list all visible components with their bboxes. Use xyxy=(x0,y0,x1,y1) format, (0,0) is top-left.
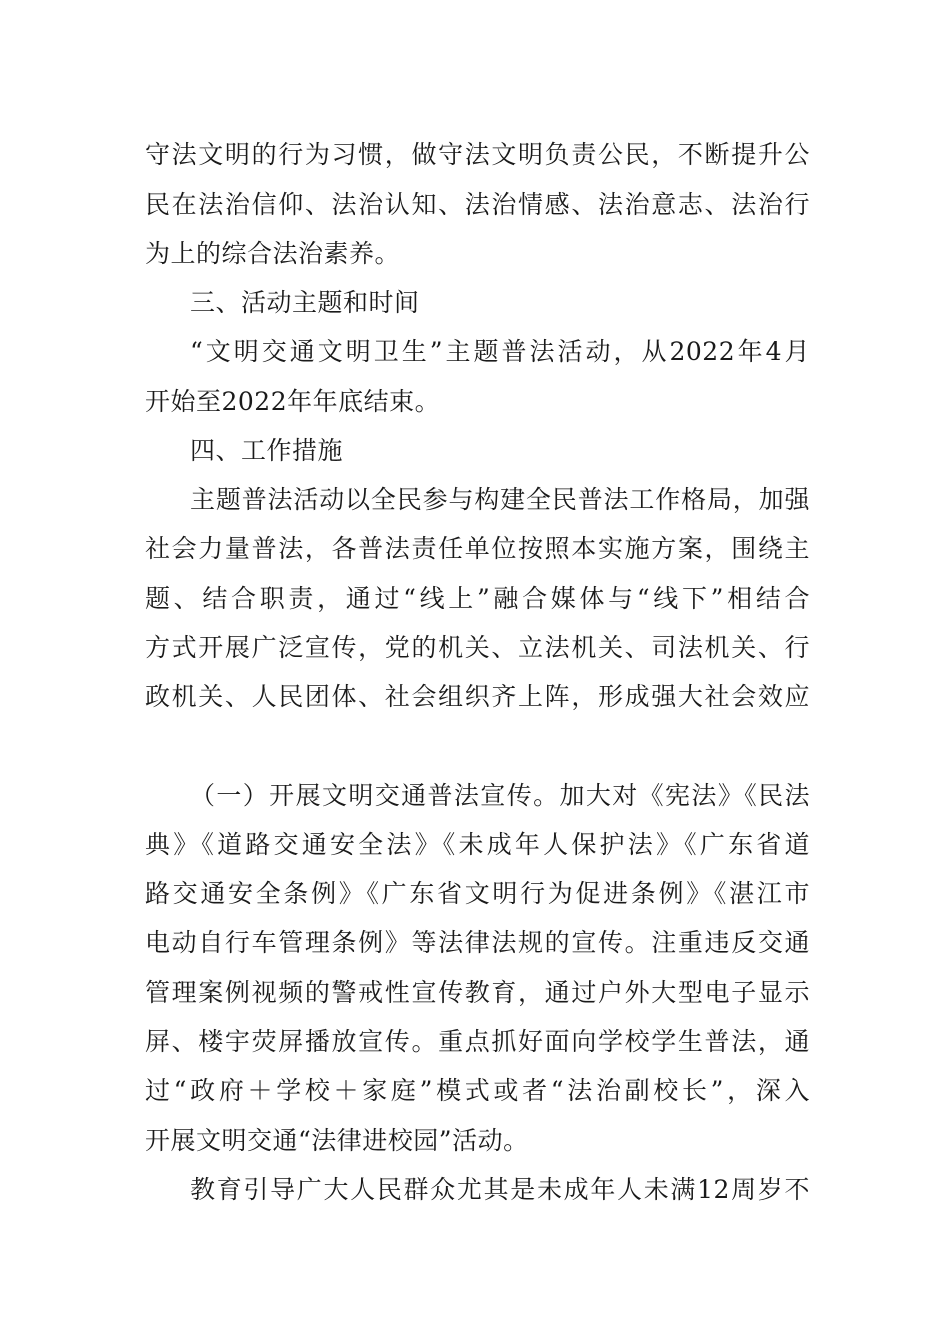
paragraph-line: “文明交通文明卫生”主题普法活动，从2022年4月 xyxy=(190,337,810,366)
section-heading: 四、工作措施 xyxy=(190,436,344,465)
paragraph-line: 开始至2022年年底结束。 xyxy=(145,387,441,416)
section-heading: 三、活动主题和时间 xyxy=(190,288,420,317)
paragraph-line: 路交通安全条例》《广东省文明行为促进条例》《湛江市 xyxy=(145,879,810,908)
paragraph-line: 政机关、人民团体、社会组织齐上阵，形成强大社会效应 xyxy=(145,682,810,711)
paragraph-line: 方式开展广泛宣传，党的机关、立法机关、司法机关、行 xyxy=(145,633,810,662)
paragraph-line: 管理案例视频的警戒性宣传教育，通过户外大型电子显示 xyxy=(145,978,810,1007)
paragraph-line: 主题普法活动以全民参与构建全民普法工作格局，加强 xyxy=(190,485,810,514)
paragraph-line: 过“政府＋学校＋家庭”模式或者“法治副校长”，深入 xyxy=(145,1076,810,1105)
paragraph-line: 守法文明的行为习惯，做守法文明负责公民，不断提升公 xyxy=(145,140,810,169)
paragraph-line: 开展文明交通“法律进校园”活动。 xyxy=(145,1126,529,1155)
paragraph-line: 典》《道路交通安全法》《未成年人保护法》《广东省道 xyxy=(145,830,810,859)
paragraph-line: 教育引导广大人民群众尤其是未成年人未满12周岁不 xyxy=(190,1175,810,1204)
subsection-line: （一）开展文明交通普法宣传。加大对《宪法》《民法 xyxy=(190,781,810,810)
paragraph-line: 为上的综合法治素养。 xyxy=(145,239,401,268)
paragraph-line: 电动自行车管理条例》等法律法规的宣传。注重违反交通 xyxy=(145,928,810,957)
paragraph-line: 题、结合职责，通过“线上”融合媒体与“线下”相结合 xyxy=(145,584,810,613)
paragraph-line: 民在法治信仰、法治认知、法治情感、法治意志、法治行 xyxy=(145,190,810,219)
paragraph-line: 社会力量普法，各普法责任单位按照本实施方案，围绕主 xyxy=(145,534,810,563)
paragraph-line: 屏、楼宇荧屏播放宣传。重点抓好面向学校学生普法，通 xyxy=(145,1027,810,1056)
